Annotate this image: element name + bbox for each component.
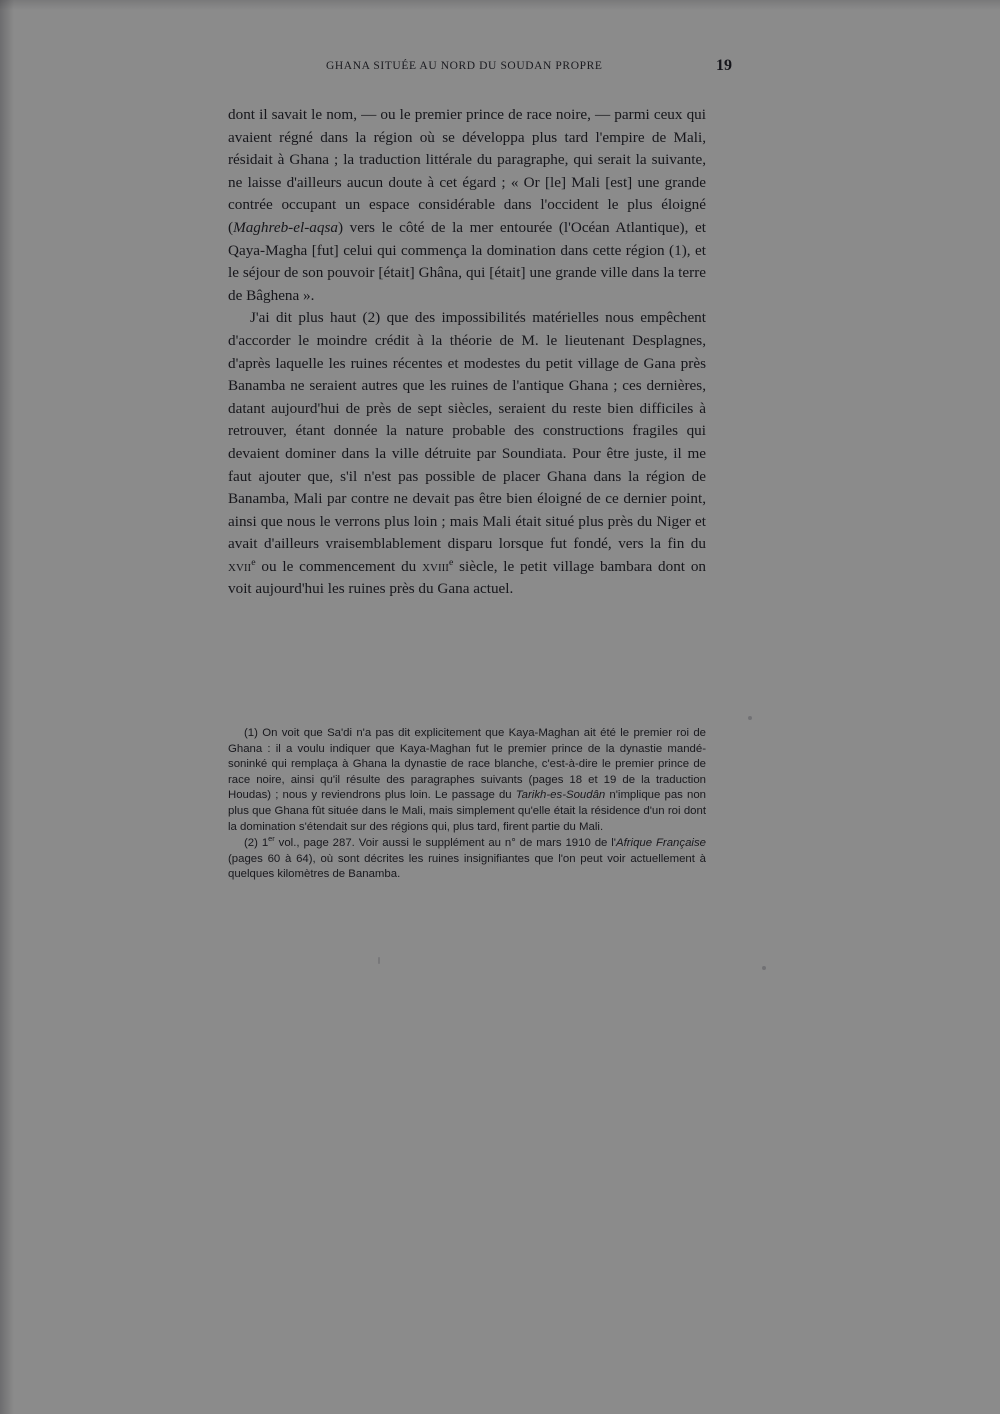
paragraph-1-part-a: dont il savait le nom, — ou le premier prince de race noire, — parmi ceux qui avaient régné dans la région où se développa plus tard l'empire de Mali, résidait à Ghana ; la traduction littérale du paragraphe, qui serait la suivante, ne laisse d'ailleurs aucun doute à cet égard ; « Or [le] Mali [est] une grande contrée occupant un espace considérable dans l'occident le plus éloigné ( bbox=[228, 106, 706, 236]
page-edge-shadow-left bbox=[0, 0, 14, 1414]
page-number: 19 bbox=[716, 57, 732, 74]
paragraph-2-part-c: siècle, le petit village bambara dont on voit aujourd'hui les ruines près du Gana actuel. bbox=[228, 557, 707, 598]
footnote-2-part-c: (pages 60 à 64), où sont décrites les ruines insignifiantes que l'on peut voir actuellement à quelques kilomètres de Banamba. bbox=[228, 852, 706, 881]
running-head bbox=[228, 57, 732, 84]
paragraph-2-century-roman-2: xviii bbox=[422, 557, 449, 575]
paragraph-2-part-a: J'ai dit plus haut (2) que des impossibilités matérielles nous empêchent d'accorder le moindre crédit à la théorie de M. le lieutenant Desplagnes, d'après laquelle les ruines récentes et modestes du petit village de Gana près Banamba ne seraient autres que les ruines de l'antique Ghana ; ces dernières, datant aujourd'hui de près de sept siècles, seraient du reste bien difficiles à retrouver, étant donnée la nature probable des constructions fragiles qui devaient dominer dans la ville détruite par Soundiata. Pour être juste, il me faut ajouter que, s'il n'est pas possible de placer Ghana dans la région de Banamba, Mali par contre ne devait pas être bien éloigné de ce dernier point, ainsi que nous le verrons plus loin ; mais Mali était situé plus près du Niger et avait d'ailleurs vraisemblablement disparu lorsque fut fondé, vers la fin du bbox=[228, 309, 706, 553]
footnote-1-part-a: (1) On voit que Sa'di n'a pas dit explicitement que Kaya-Maghan ait été le premier roi de Ghana : il a voulu indiquer que Kaya-Maghan fut le premier prince de la dynastie mandé-soninké qui remplaça à Ghana la dynastie de race blanche, c'est-à-dire le premier prince de race noire, ainsi qu'il résulte des paragraphes suivants (pages 18 et 19 de la traduction Houdas) ; nous y reviendrons plus loin. Le passage du bbox=[228, 727, 706, 802]
footnote-2-part-a: (2) 1 bbox=[244, 837, 269, 850]
paragraph-2-ordinal-2: e bbox=[448, 556, 454, 568]
scan-speck bbox=[378, 957, 380, 964]
paragraph-2-century-roman-1: xvii bbox=[228, 557, 252, 575]
running-head-title: GHANA SITUÉE AU NORD DU SOUDAN PROPRE bbox=[326, 60, 603, 72]
footnotes bbox=[228, 726, 706, 883]
scan-speck bbox=[762, 966, 766, 970]
paragraph-1-italic-term: Maghreb-el-aqsa bbox=[233, 218, 338, 236]
paragraph-2-ordinal-1: e bbox=[251, 556, 256, 568]
page-edge-shadow-top bbox=[0, 0, 1000, 10]
footnote-2-ordinal: er bbox=[268, 834, 275, 844]
page-content bbox=[228, 57, 732, 601]
scan-speck bbox=[748, 716, 752, 720]
footnote-1-part-b: n'implique pas non plus que Ghana fût située dans le Mali, mais simplement qu'elle était la résidence d'un roi dont la domination s'étendait sur des régions qui, plus tard, firent partie du Mali. bbox=[228, 789, 706, 833]
footnote-2-italic-title: Afrique Française bbox=[615, 837, 706, 850]
paragraph-1-part-b: ) vers le côté de la mer entourée (l'Océan Atlantique), et Qaya-Magha [fut] celui qui commença la domination dans cette région (1), et le séjour de son pouvoir [était] Ghâna, qui [était] une grande ville dans la terre de Bâghena ». bbox=[228, 218, 706, 304]
footnote-2-part-b: vol., page 287. Voir aussi le supplément au n° de mars 1910 de l' bbox=[274, 837, 616, 850]
paragraph-1 bbox=[228, 104, 706, 307]
paragraph-2-part-b: ou le commencement du bbox=[255, 557, 423, 575]
paragraph-2 bbox=[228, 307, 706, 601]
footnote-1 bbox=[228, 726, 706, 835]
footnote-1-italic-title: Tarikh-es-Soudân bbox=[515, 789, 606, 802]
body-text bbox=[228, 104, 706, 601]
footnote-2 bbox=[228, 836, 706, 883]
